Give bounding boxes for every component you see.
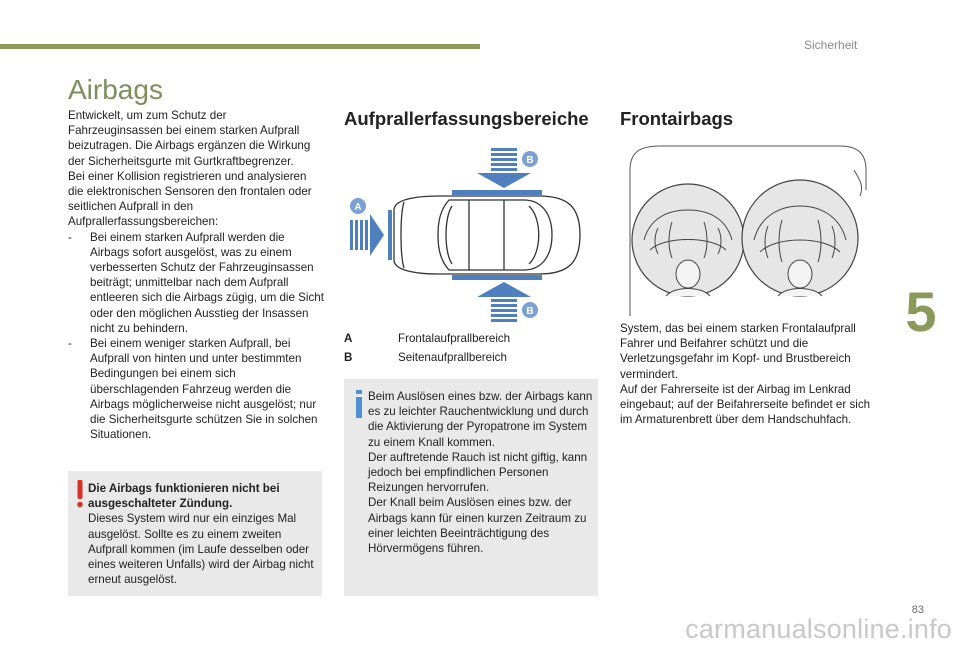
car-top-view (394, 196, 580, 274)
info-icon (354, 389, 364, 419)
list-item (68, 230, 324, 336)
zones-heading: Aufprallerfassungsbereiche (344, 108, 589, 129)
page-number: 83 (911, 604, 924, 616)
front-zone (388, 210, 392, 260)
legend-row (344, 348, 594, 367)
side-zone-top (452, 190, 542, 195)
warning-exclamation-icon (76, 479, 84, 509)
section-label: Sicherheit (804, 38, 858, 52)
list-item-text: Bei einem starken Aufprall werden die Airbags sofort ausgelöst, was zu einem verbesserten Schutz der Fahrzeuginsassen beiträgt; unmittelbar nach dem Aufprall entleeren sich die Airbags zügig, um die Sicht oder den möglichen Ausstieg der Insassen nicht zu behindern. (90, 230, 324, 335)
intro-text (68, 108, 324, 442)
warning-body: Dieses System wird nur ein einziges Mal ausgelöst. Sollte es zu einem zweiten Aufprall kommen (im Laufe desselben oder eines weiteren Unfalls) wird der Airbag nicht erneut ausgelöst. (88, 512, 314, 587)
info-paragraph: Der Knall beim Auslösen eines bzw. der Airbags kann für einen kurzen Zeitraum zu einer leichten Beeinträchtigung des Hörvermögens führen. (368, 496, 587, 556)
warning-title: Die Airbags funktionieren nicht bei ausgeschalteter Zündung. (88, 482, 280, 511)
info-text (368, 389, 594, 556)
front-paragraph: Auf der Fahrerseite ist der Airbag im Lenkrad eingebaut; auf der Beifahrerseite befindet er sich im Armaturenbrett über dem Handschuhfach. (620, 382, 871, 427)
front-airbags-illustration (620, 140, 872, 316)
badge-a (350, 198, 366, 214)
list-dash: - (68, 337, 72, 351)
intro-paragraph: Entwickelt, um zum Schutz der Fahrzeuginsassen bei einem starken Aufprall beizutragen. Die Airbags ergänzen die Wirkung der Sicherheitsgurte mit Gurtkraftbegrenzer. (68, 109, 311, 168)
arrow-side-top (477, 148, 534, 188)
front-text (620, 321, 875, 427)
airbag-driver (632, 184, 744, 296)
arrow-side-bottom (477, 282, 534, 322)
intro-paragraph: Bei einer Kollision registrieren und analysieren die elektronischen Sensoren den frontalen oder seitlichen Aufprall in den Aufprallerfassungsbereichen: (68, 169, 312, 229)
legend-label: Frontalaufprallbereich (398, 332, 511, 345)
list-item-text: Bei einem weniger starken Aufprall, bei Aufprall von hinten und unter bestimmten Bedingungen bei einem sich überschlagenden Fahrzeug werden die Airbags möglicherweise nicht ausgelöst; nur die Sicherheitsgurte schützen Sie in solchen Situationen. (90, 337, 318, 442)
legend-row (344, 329, 594, 348)
badge-a-label: A (354, 202, 362, 213)
watermark: carmanualsonline.info (685, 614, 952, 644)
badge-b-top (522, 151, 538, 167)
impact-zones-diagram (344, 140, 594, 330)
front-paragraph: System, das bei einem starken Frontalaufprall Fahrer und Beifahrer schützt und die Verletzungsgefahr im Kopf- und Brustbereich vermindert. (620, 322, 856, 381)
badge-b-top-label: B (526, 155, 534, 166)
airbag-passenger (742, 180, 858, 296)
zones-legend (344, 329, 594, 367)
badge-b-bottom-label: B (526, 306, 534, 317)
legend-label: Seitenaufprallbereich (398, 351, 507, 364)
warning-box (68, 471, 322, 596)
warning-text (88, 481, 316, 587)
arrow-front (350, 214, 384, 256)
side-zone-bottom (452, 275, 542, 280)
info-paragraph: Der auftretende Rauch ist nicht giftig, kann jedoch bei empfindlichen Personen Reizungen hervorrufen. (368, 450, 588, 495)
front-heading: Frontairbags (620, 108, 734, 129)
info-paragraph: Beim Auslösen eines bzw. der Airbags kann es zu leichter Rauchentwicklung und durch die Aktivierung der Pyropatrone im System zu einem Knall kommen. (368, 390, 593, 449)
top-accent-bar (0, 44, 480, 49)
page-title: Airbags (68, 74, 163, 105)
list-item (68, 336, 324, 442)
list-dash: - (68, 230, 72, 244)
info-box (344, 379, 598, 596)
legend-key: B (344, 351, 353, 364)
legend-key: A (344, 332, 353, 345)
chapter-number: 5 (905, 280, 937, 343)
badge-b-bottom (522, 302, 538, 318)
